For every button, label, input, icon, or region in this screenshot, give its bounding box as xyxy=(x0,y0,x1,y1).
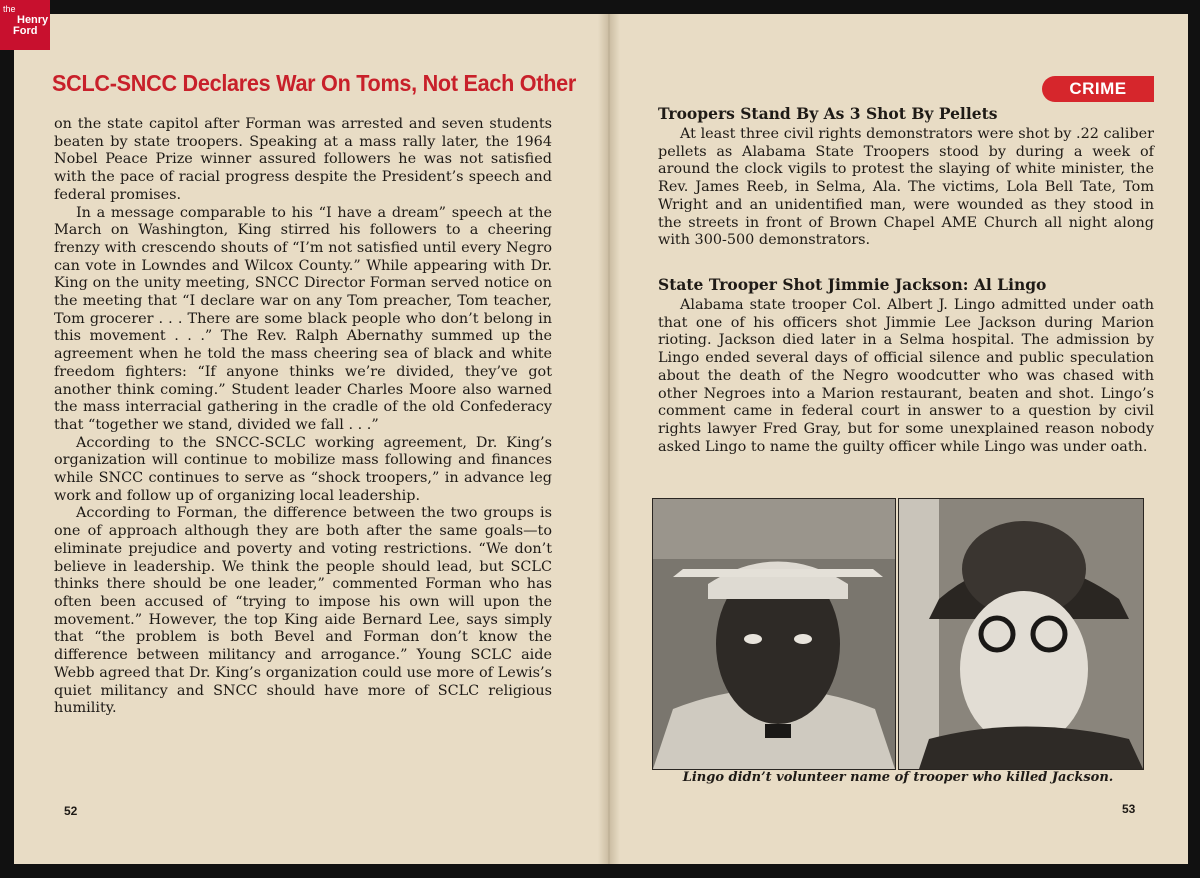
page-number-left: 52 xyxy=(64,804,78,818)
left-page xyxy=(14,14,604,864)
photo-caption: Lingo didn’t volunteer name of trooper who killed Jackson. xyxy=(682,770,1114,785)
article-headline: SCLC-SNCC Declares War On Toms, Not Each Other xyxy=(52,70,577,96)
portrait-man-in-hat-image xyxy=(899,499,1143,769)
logo-line-1: the xyxy=(3,4,16,14)
article-paragraph: on the state capitol after Forman was arrested and seven students beaten by state troopers. Speaking at a mass rally later, the 1964 Nobel Peace Prize winner assured followers he was not satisfied with the pace of racial progress despite the President’s speech and federal promises. xyxy=(54,116,552,203)
story-paragraph: Alabama state trooper Col. Albert J. Lingo admitted under oath that one of his officers shot Jimmie Lee Jackson during Marion rioting. Jackson died later in a Selma hospital. The admission by Lingo ended several days of official silence and public speculation about the death of the Negro woodcutter who was chased with other Negroes into a Marion restaurant, beaten and shot. Lingo’s comment came in federal court in answer to a question by civil rights lawyer Fred Gray, but for some unexplained reason nobody asked Lingo to name the guilty officer while Lingo was under oath. xyxy=(658,297,1154,455)
henry-ford-logo xyxy=(0,0,50,50)
photo-al-lingo xyxy=(898,498,1144,770)
section-tag: CRIME xyxy=(1042,76,1154,102)
article-body xyxy=(54,116,552,718)
story-headline: State Trooper Shot Jimmie Jackson: Al Lingo xyxy=(658,275,1047,294)
logo-line-2: Henry xyxy=(17,14,49,26)
article-paragraph: In a message comparable to his “I have a dream” speech at the March on Washington, King stirred his followers to a cheering frenzy with crescendo shouts of “I’m not satisfied until every Negro can vote in Lowndes and Wilcox County.” While appearing with Dr. King on the unity meeting, SNCC Director Forman served notice on the meeting that “I declare war on any Tom preacher, Tom teacher, Tom grocerer . . . There are some black people who don’t belong in this movement . . .” The Rev. Ralph Abernathy summed up the agreement when he told the mass cheering sea of black and white freedom fighters: “If anyone thinks we’re divided, they’ve got another think coming.” Student leader Charles Moore also warned the mass interracial gathering in the cradle of the old Confederacy that “together we stand, divided we fall . . .” xyxy=(54,204,552,433)
portrait-graduate-image xyxy=(653,499,895,769)
article-paragraph: According to Forman, the difference between the two groups is one of approach although they are both after the same goals—to eliminate prejudice and poverty and voting restrictions. “We don’t believe in leadership. We think the people should lead, but SCLC thinks there should be one leader,” commented Forman who has often been accused of “trying to impose his own will upon the movement.” However, the top King aide Bernard Lee, says simply that “the problem is both Bevel and Forman don’t know the difference between militancy and arrogance.” Young SCLC aide Webb agreed that Dr. King’s organization could use more of Lewis’s quiet militancy and SNCC should have more of SCLC religious humility. xyxy=(54,505,552,717)
article-paragraph: According to the SNCC-SCLC working agreement, Dr. King’s organization will continue to mobilize mass following and finances while SNCC continues to serve as “shock troopers,” in advance leg work and follow up of organizing local leadership. xyxy=(54,434,552,504)
story-body xyxy=(658,297,1154,456)
right-page xyxy=(614,14,1188,864)
page-number-right: 53 xyxy=(1122,802,1136,816)
logo-line-3: Ford xyxy=(13,25,38,37)
story-headline: Troopers Stand By As 3 Shot By Pellets xyxy=(658,104,998,123)
story-paragraph: At least three civil rights demonstrators were shot by .22 caliber pellets as Alabama State Troopers stood by during a week of around the clock vigils to protest the slaying of white minister, the Rev. James Reeb, in Selma, Ala. The victims, Lola Bell Tate, Tom Wright and an unidentified man, were wounded as they stood in the streets in front of Brown Chapel AME Church all night along with 300-500 demonstrators. xyxy=(658,126,1154,249)
story-body xyxy=(658,126,1154,250)
magazine-spread xyxy=(14,14,1188,864)
photo-jimmie-jackson xyxy=(652,498,896,770)
